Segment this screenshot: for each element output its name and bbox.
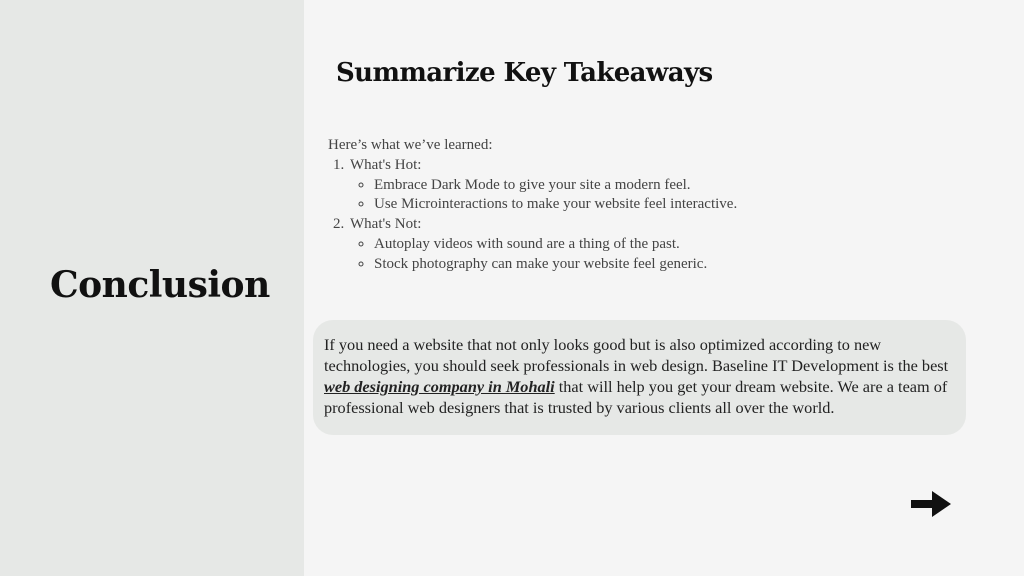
cta-callout: [313, 320, 966, 435]
section-items: [350, 235, 928, 275]
section-items: [350, 176, 928, 216]
takeaways-intro: Here’s what we’ve learned:: [328, 137, 493, 153]
section-title: What's Hot:: [350, 156, 422, 173]
cta-text-before: If you need a website that not only looks good but is also optimized according to new technologies, you should seek professionals in web design. Baseline IT Development is the best: [324, 335, 949, 375]
left-panel: [0, 0, 304, 576]
section-title: What's Not:: [350, 216, 422, 233]
cta-text-after: that will help you get your dream website. We are a team of professional web designers that is trusted by various clients all over the world.: [324, 377, 948, 417]
list-item: ◦ Embrace Dark Mode to give your site a modern feel.: [374, 176, 928, 196]
list-item: ◦ Stock photography can make your website feel generic.: [374, 255, 928, 275]
arrow-right-icon-graphic: [908, 487, 954, 521]
list-item: ◦ Use Microinteractions to make your website feel interactive.: [374, 195, 928, 215]
section-whats-not: [348, 215, 928, 274]
web-design-company-link[interactable]: web designing company in Mohali: [324, 377, 555, 396]
takeaways-list: [328, 136, 928, 275]
conclusion-title: Conclusion: [50, 264, 270, 306]
arrow-right-icon[interactable]: [908, 487, 954, 521]
list-item: ◦ Autoplay videos with sound are a thing of the past.: [374, 235, 928, 255]
section-whats-hot: [348, 156, 928, 215]
takeaways-sections: [328, 156, 928, 275]
takeaways-heading: Summarize Key Takeaways: [336, 58, 713, 88]
